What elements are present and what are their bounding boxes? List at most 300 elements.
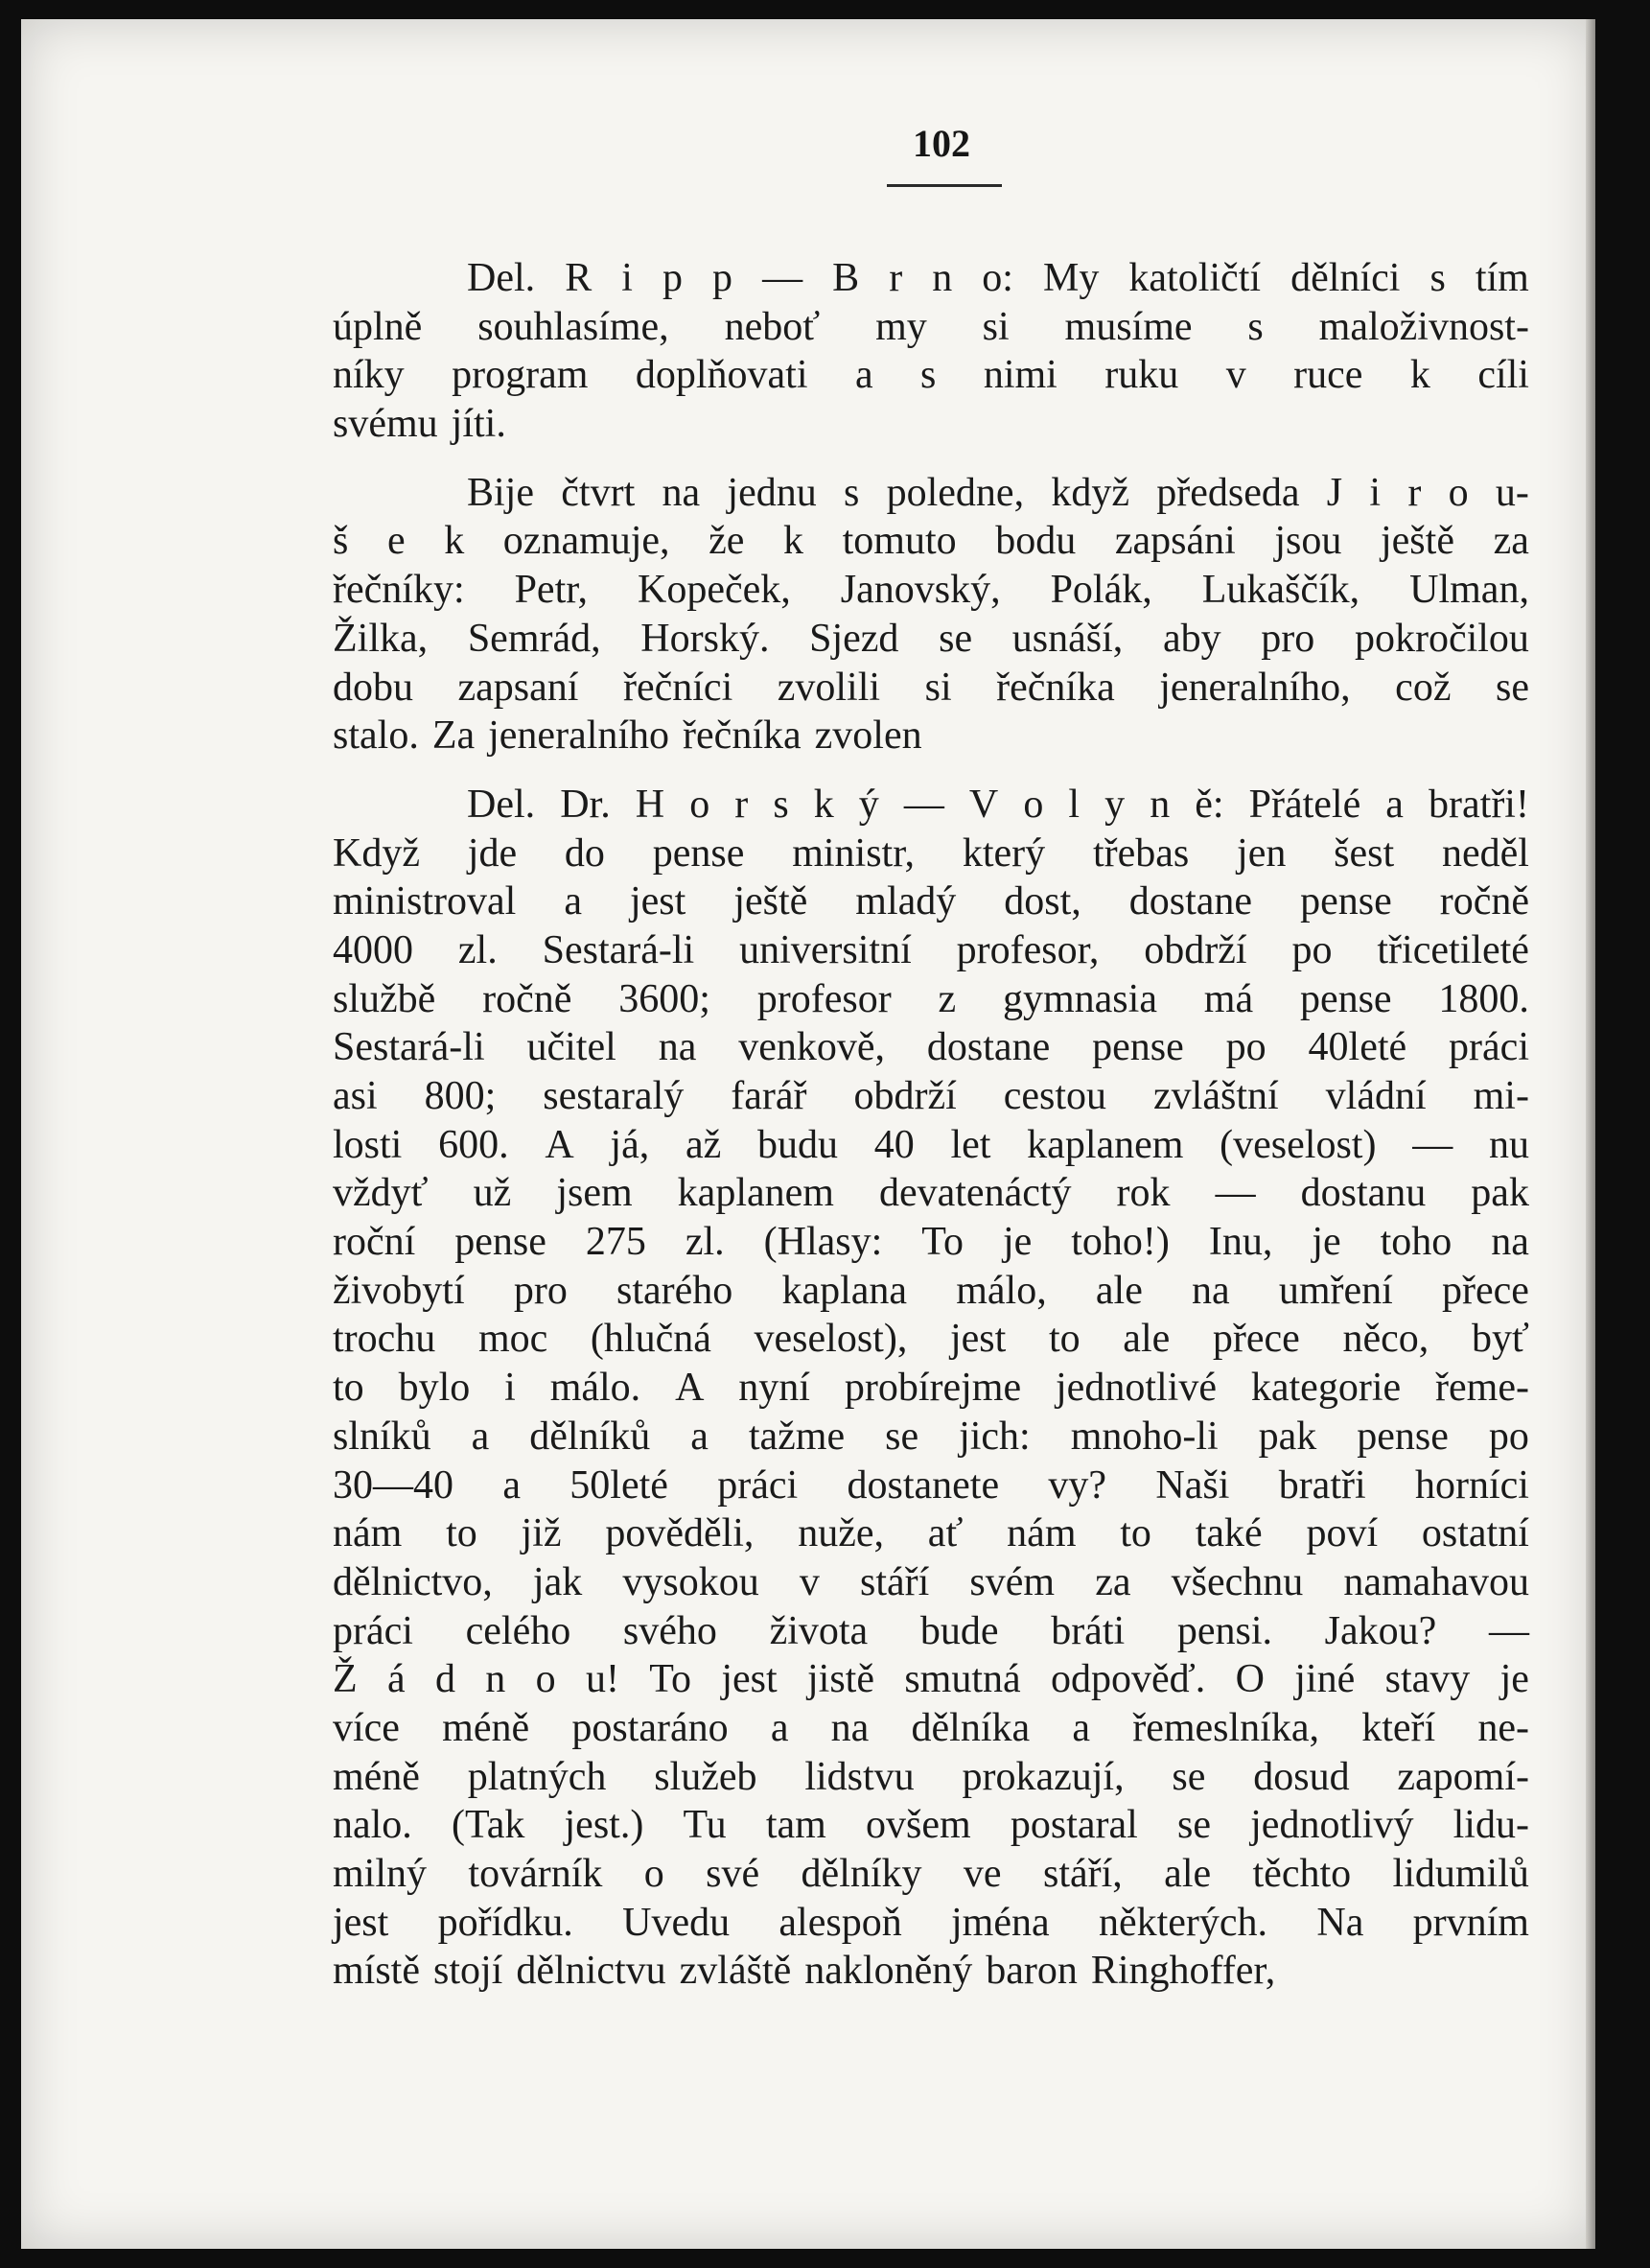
- word: roční: [333, 1220, 416, 1265]
- word: dostane: [1128, 879, 1253, 924]
- word: bodu: [995, 519, 1077, 564]
- word: e: [386, 519, 406, 564]
- word: řeme-: [1435, 1366, 1529, 1411]
- word: byť: [1471, 1317, 1529, 1362]
- word: n: [485, 1657, 506, 1702]
- word: v: [1225, 353, 1246, 398]
- text-line: [333, 664, 1529, 713]
- word: ruce: [1293, 353, 1363, 398]
- word: Janovský,: [840, 568, 1001, 613]
- word: ministr,: [792, 830, 916, 876]
- text-line: [333, 400, 1529, 449]
- word: k: [1409, 353, 1430, 398]
- text-line: [333, 926, 1529, 975]
- word: milný: [333, 1852, 428, 1896]
- word: jest: [333, 1900, 389, 1945]
- word: nu: [1488, 1122, 1529, 1167]
- word: ne-: [1477, 1705, 1529, 1750]
- word: vysokou: [622, 1559, 759, 1604]
- book-page: [21, 19, 1595, 2249]
- word: pověděli,: [605, 1511, 755, 1556]
- word: cestou: [1003, 1074, 1107, 1118]
- word: po: [1225, 1025, 1267, 1070]
- word: (Tak: [451, 1803, 525, 1848]
- word: souhlasíme,: [477, 304, 669, 349]
- paragraph: [333, 781, 1529, 1996]
- word: prokazují,: [962, 1754, 1125, 1799]
- word: r: [1407, 470, 1422, 515]
- word: —: [762, 256, 803, 300]
- word: řečníka: [683, 713, 802, 759]
- word: zapsáni: [1114, 519, 1236, 564]
- word: i: [1369, 470, 1382, 515]
- word: který: [962, 830, 1046, 876]
- word: a: [690, 1414, 709, 1459]
- word: třebas: [1092, 830, 1190, 876]
- text-line: [333, 1801, 1529, 1850]
- word: H: [635, 782, 665, 827]
- word: Del.: [467, 256, 536, 300]
- word: ještě: [733, 879, 808, 924]
- word: méně: [442, 1705, 530, 1750]
- paragraph: [333, 469, 1529, 760]
- word: š: [333, 519, 349, 564]
- word: si: [924, 665, 952, 710]
- word: stojí: [433, 1949, 503, 1994]
- word: jde: [467, 830, 518, 876]
- word: na: [662, 470, 701, 515]
- text-line: [333, 1267, 1529, 1316]
- word: zvolen: [814, 713, 922, 759]
- word: zl.: [685, 1220, 725, 1265]
- word: farář: [731, 1074, 807, 1118]
- word: pense: [1299, 976, 1392, 1021]
- word: venkově,: [738, 1025, 886, 1070]
- text-line: [333, 1850, 1529, 1899]
- text-line: [333, 975, 1529, 1024]
- text-line: [333, 1461, 1529, 1510]
- text-line: [333, 1753, 1529, 1802]
- word: jsem: [556, 1171, 633, 1216]
- word: svém: [969, 1559, 1056, 1604]
- word: V: [968, 782, 999, 827]
- word: tažme: [748, 1414, 846, 1459]
- word: služeb: [654, 1754, 757, 1799]
- word: ale: [1123, 1317, 1171, 1362]
- word: úplně: [333, 304, 423, 349]
- word: prvním: [1412, 1900, 1529, 1945]
- word: se: [939, 616, 973, 661]
- word: Ulman,: [1409, 568, 1529, 613]
- word: jest: [629, 879, 686, 924]
- word: starého: [616, 1268, 733, 1313]
- word: (veselost): [1220, 1122, 1377, 1167]
- word: dělnictvu: [516, 1949, 666, 1994]
- text-line: [333, 254, 1529, 303]
- word: když: [1051, 470, 1129, 515]
- word: práci: [1449, 1025, 1529, 1070]
- word: řečníka: [996, 665, 1115, 710]
- word: ve: [963, 1852, 1002, 1896]
- word: dělníky: [801, 1852, 922, 1896]
- text-line: [333, 469, 1529, 518]
- word: pro: [1261, 616, 1315, 661]
- word: umření: [1278, 1268, 1393, 1313]
- word: Ž: [333, 1657, 358, 1702]
- word: ovšem: [866, 1803, 971, 1848]
- word: slníků: [333, 1414, 431, 1459]
- word: o: [643, 1852, 664, 1896]
- word: k: [813, 782, 834, 827]
- word: něco,: [1342, 1317, 1429, 1362]
- word: pensi.: [1176, 1608, 1272, 1653]
- word: Uvedu: [622, 1900, 731, 1945]
- word: života: [769, 1608, 869, 1653]
- text-line: [333, 1218, 1529, 1267]
- word: Semrád,: [467, 616, 601, 661]
- word: ý: [858, 782, 879, 827]
- word: tím: [1475, 256, 1529, 300]
- word: některých.: [1098, 1900, 1268, 1945]
- word: Lukaščík,: [1201, 568, 1360, 613]
- word: Dr.: [560, 782, 611, 827]
- word: r: [889, 256, 903, 300]
- word: a: [564, 879, 582, 924]
- word: si: [982, 304, 1010, 349]
- word: i: [504, 1366, 516, 1411]
- word: Petr,: [514, 568, 589, 613]
- word: jest: [721, 1657, 778, 1702]
- word: pak: [1471, 1171, 1529, 1216]
- word: To: [921, 1220, 964, 1265]
- word: 30—40: [333, 1462, 453, 1508]
- word: odpověď.: [1050, 1657, 1206, 1702]
- word: na: [1491, 1220, 1529, 1265]
- word: to: [1120, 1511, 1151, 1556]
- word: lidumilů: [1392, 1852, 1529, 1896]
- word: Sjezd: [809, 616, 899, 661]
- word: z: [938, 976, 957, 1021]
- word: šest: [1334, 830, 1395, 876]
- word: á: [386, 1657, 406, 1702]
- word: a: [854, 353, 873, 398]
- word: my: [875, 304, 927, 349]
- word: přece: [1212, 1317, 1300, 1362]
- word: s: [1247, 304, 1264, 349]
- word: mi-: [1473, 1074, 1529, 1118]
- word: jíti.: [451, 402, 506, 447]
- word: l: [1068, 782, 1081, 827]
- word: čtvrt: [561, 470, 636, 515]
- paragraph: [333, 254, 1529, 449]
- word: 600.: [438, 1122, 509, 1167]
- word: p: [662, 256, 683, 300]
- text-line: [333, 1121, 1529, 1170]
- word: oznamuje,: [502, 519, 670, 564]
- paragraph-gap: [333, 760, 1529, 781]
- word: jest.): [564, 1803, 644, 1848]
- word: je: [1002, 1220, 1033, 1265]
- word: n: [932, 256, 953, 300]
- word: moc: [477, 1317, 548, 1362]
- word: předseda: [1156, 470, 1300, 515]
- word: jednu: [727, 470, 817, 515]
- word: (hlučná: [590, 1317, 711, 1362]
- word: zl.: [457, 927, 498, 972]
- word: baron: [986, 1949, 1078, 1994]
- body-text: [333, 254, 1529, 1996]
- word: musíme: [1064, 304, 1193, 349]
- word: k: [783, 519, 804, 564]
- word: jména: [951, 1900, 1050, 1945]
- word: pense: [1092, 1025, 1184, 1070]
- word: továrník: [468, 1852, 603, 1896]
- word: O: [1235, 1657, 1265, 1702]
- word: Sestará-li: [333, 1025, 485, 1070]
- word: stalo.: [333, 713, 419, 759]
- word: losti: [333, 1122, 403, 1167]
- word: Inu,: [1208, 1220, 1273, 1265]
- word: zvláště: [679, 1949, 792, 1994]
- word: ministroval: [333, 879, 517, 924]
- word: vždyť: [333, 1171, 429, 1216]
- word: aby: [1162, 616, 1221, 661]
- word: p: [712, 256, 733, 300]
- word: sestaralý: [543, 1074, 685, 1118]
- word: to: [333, 1366, 364, 1411]
- word: bude: [919, 1608, 999, 1653]
- word: za: [1095, 1559, 1131, 1604]
- word: pak: [1258, 1414, 1317, 1459]
- word: let: [950, 1122, 991, 1167]
- word: 800;: [424, 1074, 497, 1118]
- word: Jakou?: [1324, 1608, 1437, 1653]
- word: lidu-: [1452, 1803, 1529, 1848]
- word: už: [473, 1171, 512, 1216]
- word: 40leté: [1308, 1025, 1407, 1070]
- word: já,: [610, 1122, 650, 1167]
- text-line: [333, 1899, 1529, 1948]
- word: již: [521, 1511, 562, 1556]
- word: ročně: [482, 976, 572, 1021]
- word: s: [773, 782, 789, 827]
- word: dost,: [1004, 879, 1081, 924]
- word: je: [1312, 1220, 1341, 1265]
- word: zapomí-: [1397, 1754, 1529, 1799]
- word: místě: [333, 1949, 420, 1994]
- word: —: [903, 782, 944, 827]
- word: —: [1412, 1122, 1453, 1167]
- word: nuže,: [798, 1511, 885, 1556]
- word: se: [885, 1414, 919, 1459]
- word: řemeslníka,: [1132, 1705, 1319, 1750]
- word: o: [535, 1657, 556, 1702]
- word: r: [734, 782, 749, 827]
- word: —: [1488, 1608, 1529, 1653]
- word: dostanete: [847, 1462, 1000, 1508]
- text-line: [333, 877, 1529, 926]
- word: a: [502, 1462, 521, 1508]
- text-line: [333, 351, 1529, 400]
- word: nám: [333, 1511, 403, 1556]
- word: 40: [873, 1122, 915, 1167]
- word: ještě: [1381, 519, 1454, 564]
- word: platných: [467, 1754, 607, 1799]
- word: jsou: [1274, 519, 1342, 564]
- word: těchto: [1252, 1852, 1352, 1896]
- text-line: [333, 615, 1529, 664]
- word: Na: [1316, 1900, 1364, 1945]
- word: (Hlasy:: [763, 1220, 883, 1265]
- word: po: [1291, 927, 1333, 972]
- word: vládní: [1325, 1074, 1427, 1118]
- word: nimi: [983, 353, 1057, 398]
- word: jeneralního,: [1159, 665, 1351, 710]
- text-line: [333, 830, 1529, 878]
- word: kaplanem: [677, 1171, 834, 1216]
- word: J: [1326, 470, 1343, 515]
- word: o: [1448, 470, 1469, 515]
- word: své: [706, 1852, 760, 1896]
- text-line: [333, 1607, 1529, 1656]
- word: více: [333, 1705, 400, 1750]
- word: B: [832, 256, 860, 300]
- word: a: [770, 1705, 789, 1750]
- page-number-rule: [887, 184, 1002, 187]
- word: bratři: [1278, 1462, 1366, 1508]
- word: lidstvu: [804, 1754, 915, 1799]
- word: živobytí: [333, 1268, 465, 1313]
- word: přece: [1441, 1268, 1529, 1313]
- word: namahavou: [1343, 1559, 1529, 1604]
- word: kaplana: [781, 1268, 908, 1313]
- word: doplňovati: [635, 353, 808, 398]
- word: za: [1493, 519, 1529, 564]
- word: poví: [1306, 1511, 1379, 1556]
- word: jiné: [1294, 1657, 1356, 1702]
- word: je: [1499, 1657, 1529, 1702]
- word: a: [1072, 1705, 1091, 1750]
- word: svému: [333, 402, 438, 447]
- word: dělníka: [911, 1705, 1031, 1750]
- word: řečníci: [622, 665, 733, 710]
- word: veselost),: [754, 1317, 908, 1362]
- word: Žilka,: [333, 616, 429, 661]
- word: pokročilou: [1354, 616, 1529, 661]
- text-line: [333, 566, 1529, 615]
- word: Polák,: [1050, 568, 1152, 613]
- word: mladý: [855, 879, 957, 924]
- word: s: [1429, 256, 1446, 300]
- word: méně: [333, 1754, 420, 1799]
- word: usnáší,: [1011, 616, 1124, 661]
- word: zvláštní: [1153, 1074, 1279, 1118]
- word: po: [1488, 1414, 1529, 1459]
- word: jen: [1237, 830, 1287, 876]
- word: nám: [1007, 1511, 1077, 1556]
- page-edge: [1586, 19, 1595, 2249]
- text-line: [333, 781, 1529, 830]
- text-line: [333, 1072, 1529, 1121]
- word: k: [444, 519, 465, 564]
- word: alespoň: [779, 1900, 902, 1945]
- word: se: [1172, 1754, 1206, 1799]
- word: zapsaní: [457, 665, 579, 710]
- word: u-: [1495, 470, 1529, 515]
- word: 3600;: [618, 976, 710, 1021]
- word: cíli: [1477, 353, 1529, 398]
- word: dostane: [926, 1025, 1051, 1070]
- word: Ringhoffer,: [1090, 1949, 1276, 1994]
- word: universitní: [739, 927, 912, 972]
- word: což: [1395, 665, 1452, 710]
- text-line: [333, 712, 1529, 760]
- word: níky: [333, 353, 405, 398]
- word: má: [1203, 976, 1254, 1021]
- word: A: [675, 1366, 705, 1411]
- word: bráti: [1051, 1608, 1126, 1653]
- word: ruku: [1104, 353, 1179, 398]
- word: trochu: [333, 1317, 436, 1362]
- word: kategorie: [1250, 1366, 1402, 1411]
- word: Naši: [1155, 1462, 1230, 1508]
- word: také: [1195, 1511, 1263, 1556]
- word: Tu: [683, 1803, 727, 1848]
- word: tomuto: [842, 519, 957, 564]
- text-line: [333, 1169, 1529, 1218]
- word: stáří,: [1042, 1852, 1123, 1896]
- word: n: [1150, 782, 1171, 827]
- word: dělníků: [529, 1414, 651, 1459]
- word: neděl: [1441, 830, 1529, 876]
- word: Horský.: [640, 616, 770, 661]
- word: s: [920, 353, 937, 398]
- word: My: [1043, 256, 1100, 300]
- word: 1800.: [1438, 976, 1529, 1021]
- word: jak: [532, 1559, 583, 1604]
- word: pense: [1357, 1414, 1449, 1459]
- word: devatenáctý: [878, 1171, 1072, 1216]
- word: Když: [333, 830, 420, 876]
- text-line: [333, 1315, 1529, 1364]
- word: až: [685, 1122, 722, 1167]
- text-line: [333, 517, 1529, 566]
- word: s: [844, 470, 860, 515]
- word: kaplanem: [1027, 1122, 1184, 1167]
- text-line: [333, 303, 1529, 352]
- word: y: [1104, 782, 1126, 827]
- word: jeneralního: [488, 713, 670, 759]
- word: program: [452, 353, 589, 398]
- word: službě: [333, 976, 436, 1021]
- word: Del.: [467, 782, 536, 827]
- text-line: [333, 1655, 1529, 1704]
- word: nyní: [738, 1366, 810, 1411]
- word: dosud: [1253, 1754, 1350, 1799]
- word: postaral: [1010, 1803, 1138, 1848]
- word: zvolili: [777, 665, 881, 710]
- word: ostatní: [1421, 1511, 1529, 1556]
- word: rok: [1116, 1171, 1171, 1216]
- word: vy?: [1048, 1462, 1107, 1508]
- text-line: [333, 1364, 1529, 1413]
- word: třicetileté: [1377, 927, 1529, 972]
- word: budu: [756, 1122, 838, 1167]
- text-line: [333, 1509, 1529, 1558]
- word: se: [1495, 665, 1529, 710]
- word: dělnictvo,: [333, 1559, 493, 1604]
- word: málo,: [956, 1268, 1047, 1313]
